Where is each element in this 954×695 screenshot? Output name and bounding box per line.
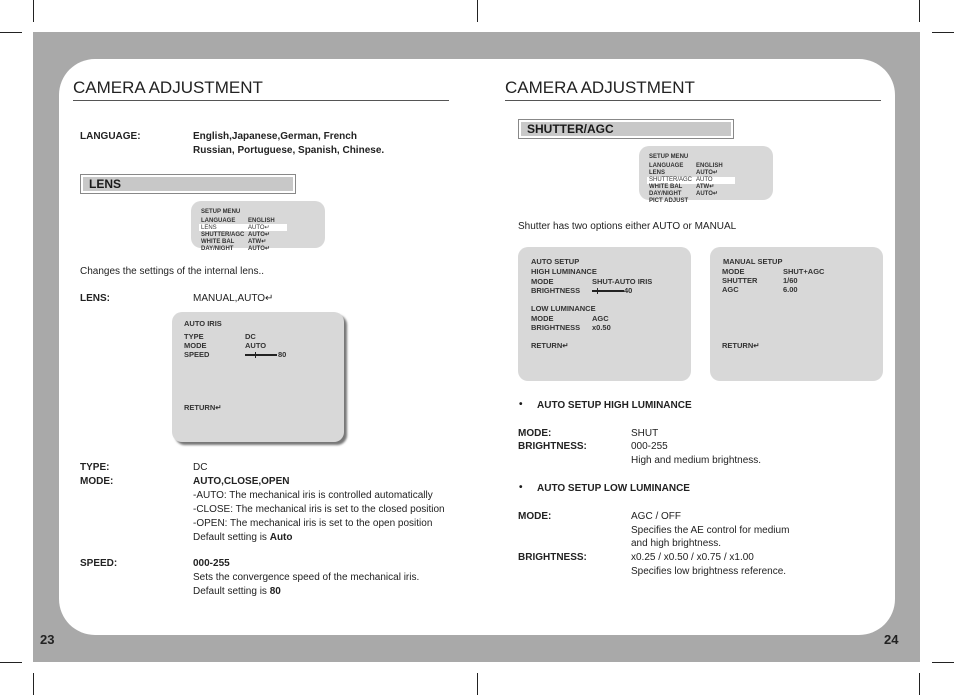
section-bar-label: LENS — [89, 177, 122, 191]
speed-range: 000-255 — [193, 558, 230, 569]
language-line-1: English,Japanese,German, French — [193, 131, 357, 142]
speed-default — [193, 585, 281, 598]
crop-mark — [0, 32, 22, 33]
crop-mark — [932, 32, 954, 33]
crop-mark — [33, 673, 34, 695]
low-mode-desc-2: and high brightness. — [631, 538, 722, 549]
low-brightness-label: BRIGHTNESS — [531, 323, 581, 332]
title-rule-right — [505, 100, 881, 101]
menu-item-value: ENGLISH — [696, 163, 723, 169]
menu-item-name: LENS — [201, 225, 217, 231]
type-label: TYPE: — [80, 462, 110, 473]
high-section-heading: AUTO SETUP HIGH LUMINANCE — [537, 400, 692, 411]
speed-desc: Sets the convergence speed of the mechanical iris. — [193, 572, 420, 583]
type-value: DC — [193, 462, 208, 473]
menu-item-name: SHUTTER/AGC — [201, 232, 245, 238]
crop-mark — [33, 0, 34, 22]
setup-menu-thumbnail — [639, 146, 773, 204]
low-mode-value: AGC / OFF — [631, 511, 681, 522]
low-brightness-range: x0.25 / x0.50 / x0.75 / x1.00 — [631, 552, 754, 563]
low-brightness-label: BRIGHTNESS: — [518, 552, 587, 563]
auto-setup-title: AUTO SETUP — [531, 257, 580, 266]
menu-item-name: WHITE BAL — [649, 184, 683, 190]
low-mode-desc-1: Specifies the AE control for medium — [631, 525, 790, 536]
bullet: • — [519, 399, 523, 410]
speed-default-value: 80 — [269, 586, 281, 597]
page-number-left: 23 — [40, 632, 55, 647]
manual-shutter-label: SHUTTER — [722, 276, 758, 285]
menu-item-value: ATW↵ — [248, 239, 267, 245]
mode-desc-close: -CLOSE: The mechanical iris is set to the closed position — [193, 504, 445, 515]
page-title-left: CAMERA ADJUSTMENT — [73, 78, 263, 97]
brightness-slider-handle — [597, 288, 598, 294]
lens-value: MANUAL,AUTO↵ — [193, 293, 274, 304]
mode-desc-auto: -AUTO: The mechanical iris is controlled automatically — [193, 490, 433, 501]
page-number-right: 24 — [884, 632, 899, 647]
section-bar-label: SHUTTER/AGC — [527, 122, 614, 136]
crop-mark — [477, 0, 478, 22]
crop-mark — [919, 0, 920, 22]
manual-shutter-value: 1/60 — [783, 276, 798, 285]
high-brightness-desc: High and medium brightness. — [631, 455, 762, 466]
menu-item-name: LENS — [649, 170, 666, 176]
menu-title: SETUP MENU — [649, 154, 689, 160]
speed-default-prefix: Default setting is — [193, 586, 270, 597]
shutter-intro: Shutter has two options either AUTO or MANUAL — [518, 221, 737, 232]
low-section-heading: AUTO SETUP LOW LUMINANCE — [537, 483, 690, 494]
auto-iris-type-label: TYPE — [184, 332, 204, 341]
mode-desc-open: -OPEN: The mechanical iris is set to the open position — [193, 518, 433, 529]
speed-slider-handle — [255, 352, 256, 358]
language-line-2: Russian, Portuguese, Spanish, Chinese. — [193, 145, 385, 156]
high-brightness-value: 40 — [624, 286, 633, 295]
page-title-right: CAMERA ADJUSTMENT — [505, 78, 695, 97]
menu-item-name: DAY/NIGHT — [649, 191, 682, 197]
manual-agc-value: 6.00 — [783, 285, 798, 294]
auto-iris-speed-value: 80 — [278, 350, 287, 359]
crop-mark — [932, 662, 954, 663]
mode-default-prefix: Default setting is — [193, 532, 270, 543]
mode-label: MODE: — [80, 476, 114, 487]
menu-item-value: AUTO — [696, 177, 713, 183]
auto-iris-screen — [172, 312, 344, 442]
menu-item-value: ENGLISH — [248, 218, 275, 224]
menu-item-value: AUTO↵ — [696, 170, 718, 176]
menu-item-value: AUTO↵ — [248, 232, 270, 238]
low-mode-value: AGC — [592, 314, 609, 323]
low-mode-label: MODE: — [518, 511, 552, 522]
manual-setup-title: MANUAL SETUP — [723, 257, 783, 266]
high-luminance-title: HIGH LUMINANCE — [531, 267, 597, 276]
high-mode-value: SHUT-AUTO IRIS — [592, 277, 653, 286]
section-bar-shutter-agc — [518, 119, 734, 139]
low-brightness-value: x0.50 — [592, 323, 611, 332]
menu-item-name: PICT ADJUST — [649, 198, 689, 204]
manual-setup-return: RETURN↵ — [722, 341, 760, 350]
bullet: • — [519, 482, 523, 493]
high-mode-label: MODE — [531, 277, 554, 286]
high-brightness-range: 000-255 — [631, 441, 668, 452]
auto-iris-type-value: DC — [245, 332, 256, 341]
menu-item-name: SHUTTER/AGC — [649, 177, 693, 183]
manual-mode-label: MODE — [722, 267, 745, 276]
auto-iris-mode-label: MODE — [184, 341, 207, 350]
auto-setup-return: RETURN↵ — [531, 341, 569, 350]
auto-iris-speed-label: SPEED — [184, 350, 210, 359]
manual-agc-label: AGC — [722, 285, 739, 294]
lens-intro: Changes the settings of the internal lens.. — [80, 266, 265, 277]
manual-setup-screen — [710, 247, 883, 381]
crop-mark — [477, 673, 478, 695]
high-brightness-label: BRIGHTNESS — [531, 286, 581, 295]
setup-menu-thumbnail — [191, 201, 325, 252]
menu-item-value: AUTO↵ — [248, 246, 270, 252]
title-rule-left — [73, 100, 449, 101]
high-brightness-label: BRIGHTNESS: — [518, 441, 587, 452]
mode-default — [193, 531, 293, 544]
auto-iris-return: RETURN↵ — [184, 403, 222, 412]
crop-mark — [919, 673, 920, 695]
mode-default-value: Auto — [269, 532, 293, 543]
high-mode-value: SHUT — [631, 428, 659, 439]
auto-setup-screen — [518, 247, 691, 381]
speed-slider — [245, 354, 277, 356]
menu-title: SETUP MENU — [201, 209, 241, 215]
low-mode-label: MODE — [531, 314, 554, 323]
manual-mode-value: SHUT+AGC — [783, 267, 825, 276]
low-luminance-title: LOW LUMINANCE — [531, 304, 596, 313]
menu-item-value: AUTO↵ — [248, 225, 270, 231]
auto-iris-mode-value: AUTO — [245, 341, 267, 350]
crop-mark — [0, 662, 22, 663]
speed-label: SPEED: — [80, 558, 118, 569]
menu-item-name: LANGUAGE — [649, 163, 684, 169]
mode-value: AUTO,CLOSE,OPEN — [193, 476, 290, 487]
high-mode-label: MODE: — [518, 428, 552, 439]
section-bar-lens — [80, 174, 296, 194]
menu-item-value: ATW↵ — [696, 184, 715, 190]
language-label: LANGUAGE: — [80, 131, 141, 142]
menu-item-name: DAY/NIGHT — [201, 246, 234, 252]
menu-item-value: AUTO↵ — [696, 191, 718, 197]
lens-label: LENS: — [80, 293, 110, 304]
menu-item-name: LANGUAGE — [201, 218, 236, 224]
low-brightness-desc: Specifies low brightness reference. — [631, 566, 787, 577]
auto-iris-title: AUTO IRIS — [184, 319, 222, 328]
menu-item-name: WHITE BAL — [201, 239, 235, 245]
